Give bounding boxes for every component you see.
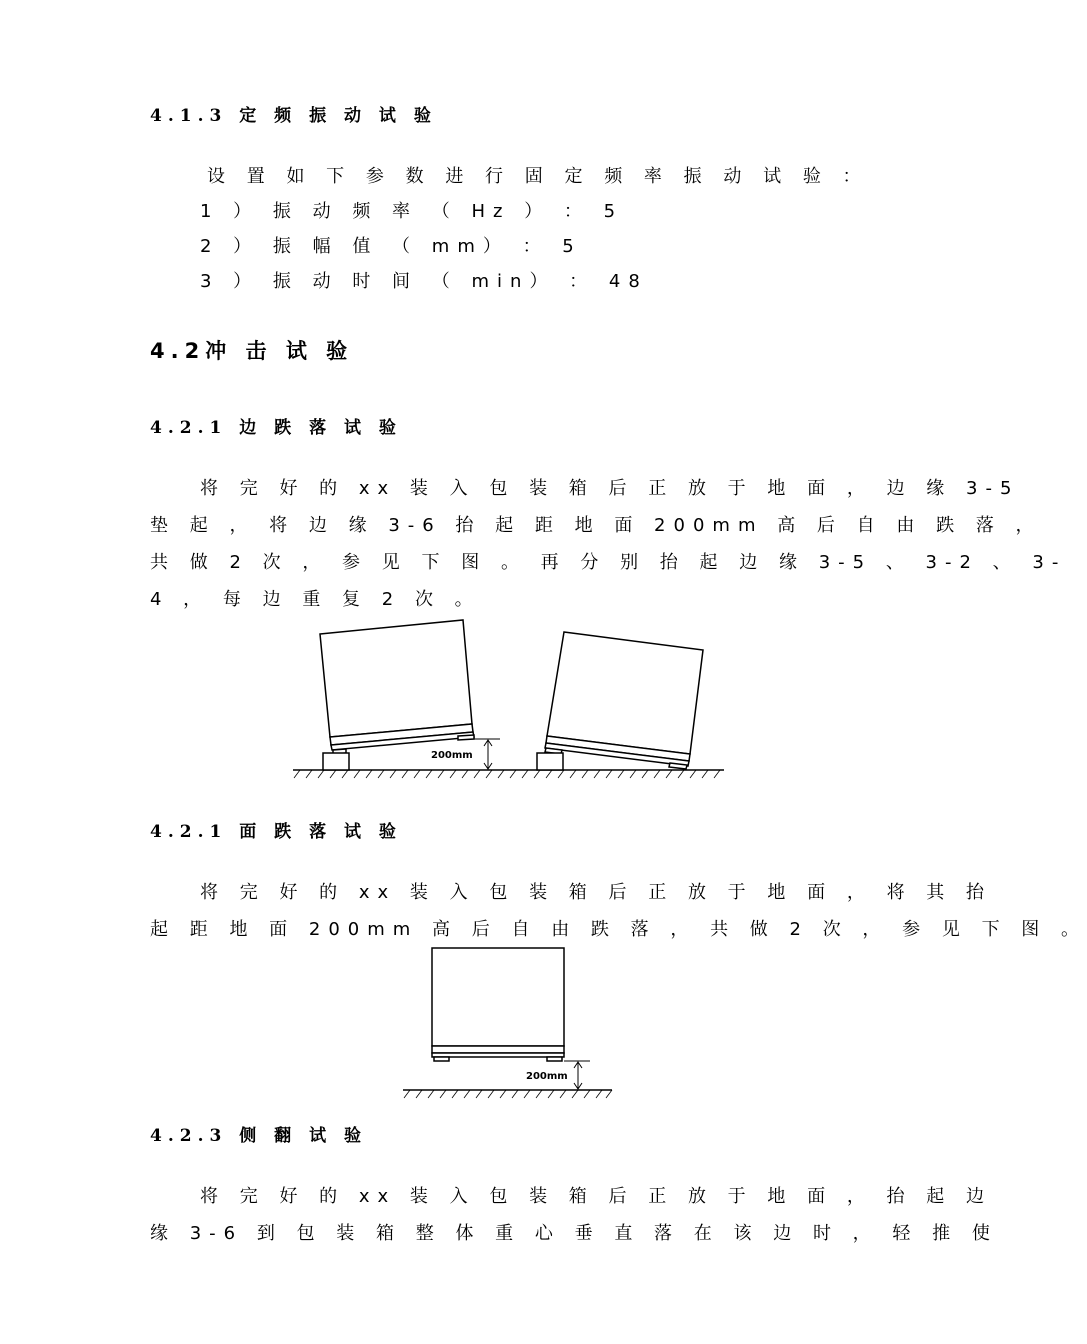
support-block-left	[323, 753, 349, 770]
param-item-frequency: 1 ） 振 动 频 率 （ Hz ） ： 5	[200, 201, 624, 222]
rollover-line-2: 缘 3-6 到 包 装 箱 整 体 重 心 垂 直 落 在 该 边 时 ， 轻 推 使	[150, 1223, 998, 1244]
section-heading-4-1-3: 4.1.3 定 频 振 动 试 验	[150, 106, 437, 126]
ground-hatching	[404, 1090, 612, 1098]
edge-drop-line-2: 垫 起 ， 将 边 缘 3-6 抬 起 距 地 面 200mm 高 后 自 由 跌 落 ，	[150, 515, 1042, 536]
face-drop-line-1: 将 完 好 的 xx 装 入 包 装 箱 后 正 放 于 地 面 ， 将 其 抬	[200, 882, 993, 903]
level-box	[432, 948, 564, 1061]
ground-hatching	[294, 770, 720, 778]
tilted-box-left	[320, 620, 474, 754]
section-heading-4-2: 4.2冲 击 试 验	[150, 339, 354, 363]
section-heading-edge-drop: 4.2.1 边 跌 落 试 验	[150, 418, 402, 438]
section-heading-face-drop: 4.2.1 面 跌 落 试 验	[150, 822, 402, 842]
edge-drop-figure	[288, 612, 728, 782]
params-intro: 设 置 如 下 参 数 进 行 固 定 频 率 振 动 试 验 ：	[207, 166, 869, 187]
edge-drop-line-1: 将 完 好 的 xx 装 入 包 装 箱 后 正 放 于 地 面 ， 边 缘 3-5	[200, 478, 1020, 499]
drop-height-label: 200mm	[431, 750, 473, 761]
section-heading-rollover: 4.2.3 侧 翻 试 验	[150, 1126, 367, 1146]
support-block-right	[537, 753, 563, 770]
rollover-line-1: 将 完 好 的 xx 装 入 包 装 箱 后 正 放 于 地 面 ， 抬 起 边	[200, 1186, 993, 1207]
tilted-box-right	[545, 632, 703, 769]
edge-drop-line-4: 4 ， 每 边 重 复 2 次 。	[150, 589, 481, 610]
param-item-duration: 3 ） 振 动 时 间 （ min） ： 48	[200, 271, 648, 292]
edge-drop-line-3: 共 做 2 次 ， 参 见 下 图 。 再 分 别 抬 起 边 缘 3-5 、 3-2 、 3-	[150, 552, 1067, 573]
face-drop-figure	[398, 942, 618, 1102]
face-drop-line-2: 起 距 地 面 200mm 高 后 自 由 跌 落 ， 共 做 2 次 ， 参 见 下 图 。	[150, 919, 1087, 940]
drop-height-label: 200mm	[526, 1071, 568, 1082]
param-item-amplitude: 2 ） 振 幅 值 （ mm） ： 5	[200, 236, 582, 257]
